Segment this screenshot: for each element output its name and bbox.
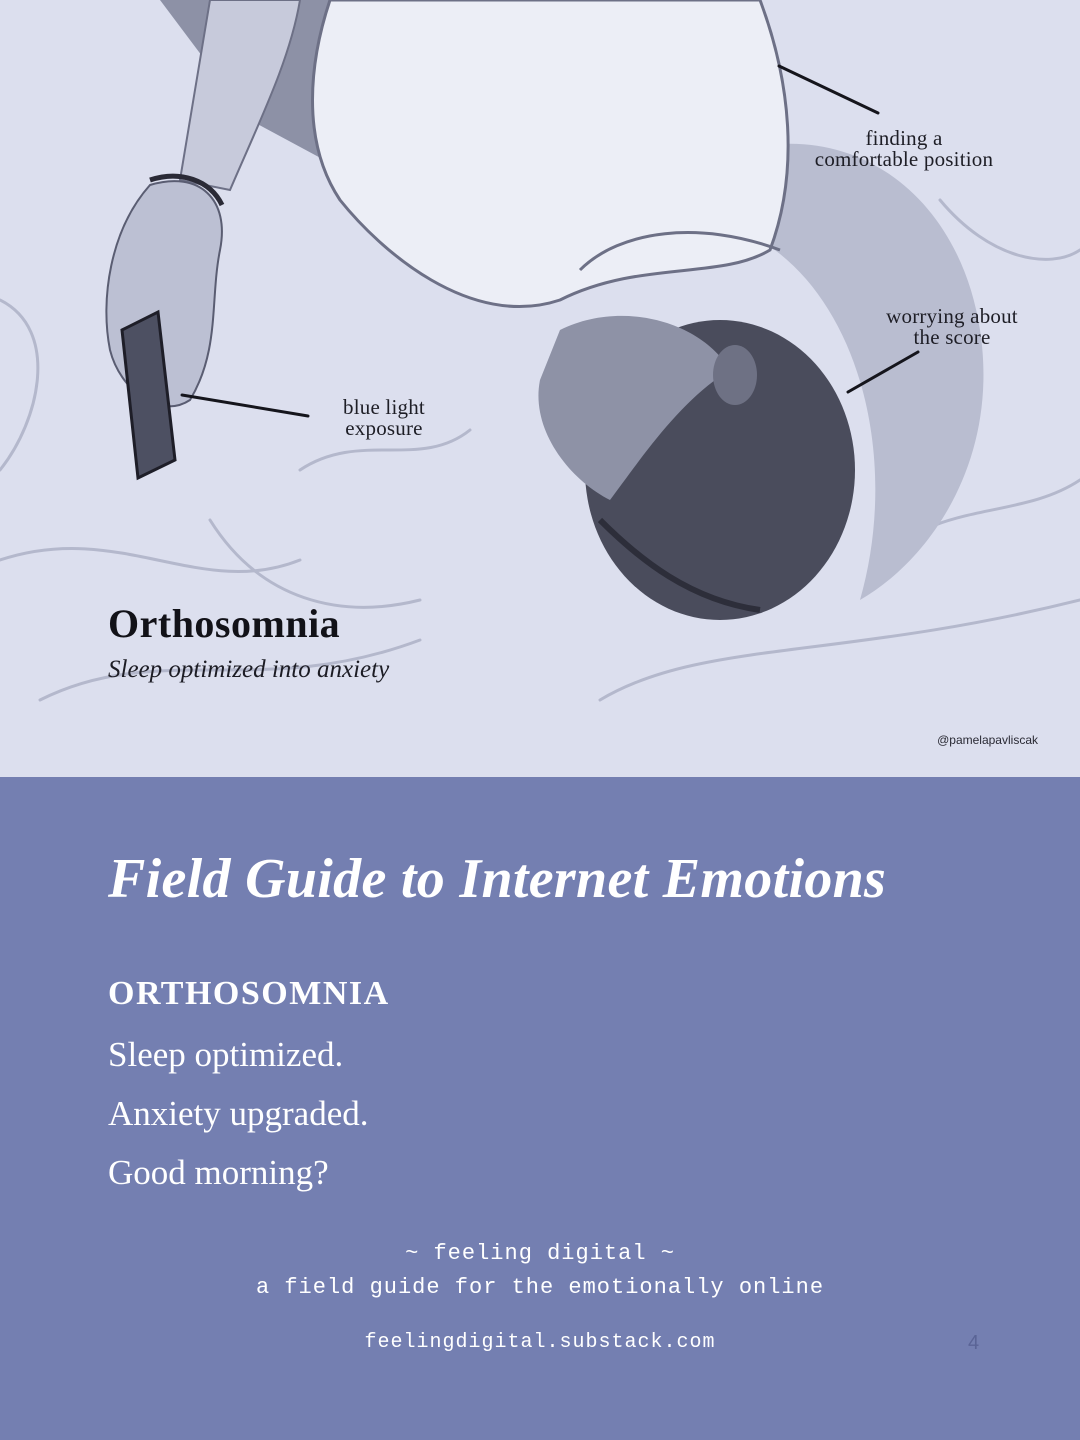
definition-line: Sleep optimized. bbox=[108, 1035, 344, 1074]
definition-line: Good morning? bbox=[108, 1153, 329, 1192]
term-heading: ORTHOSOMNIA bbox=[108, 975, 390, 1012]
artist-credit: @pamelapavliscak bbox=[937, 733, 1038, 747]
tagline-title: ~ feeling digital ~ bbox=[405, 1241, 675, 1266]
annotation-worrying-score: worrying about the score bbox=[886, 304, 1018, 349]
page-number: 4 bbox=[968, 1332, 980, 1354]
guide-title: Field Guide to Internet Emotions bbox=[108, 848, 887, 910]
tagline-subtitle: a field guide for the emotionally online bbox=[255, 1275, 825, 1300]
substack-url[interactable]: feelingdigital.substack.com bbox=[364, 1331, 716, 1354]
annotation-blue-light: blue light exposure bbox=[343, 395, 425, 440]
illustration-subtitle: Sleep optimized into anxiety bbox=[108, 656, 390, 683]
definition-line: Anxiety upgraded. bbox=[108, 1094, 369, 1133]
illustration-title: Orthosomnia bbox=[108, 601, 341, 646]
annotation-comfortable-position: finding a comfortable position bbox=[814, 126, 994, 171]
text-panel bbox=[0, 777, 1080, 1440]
